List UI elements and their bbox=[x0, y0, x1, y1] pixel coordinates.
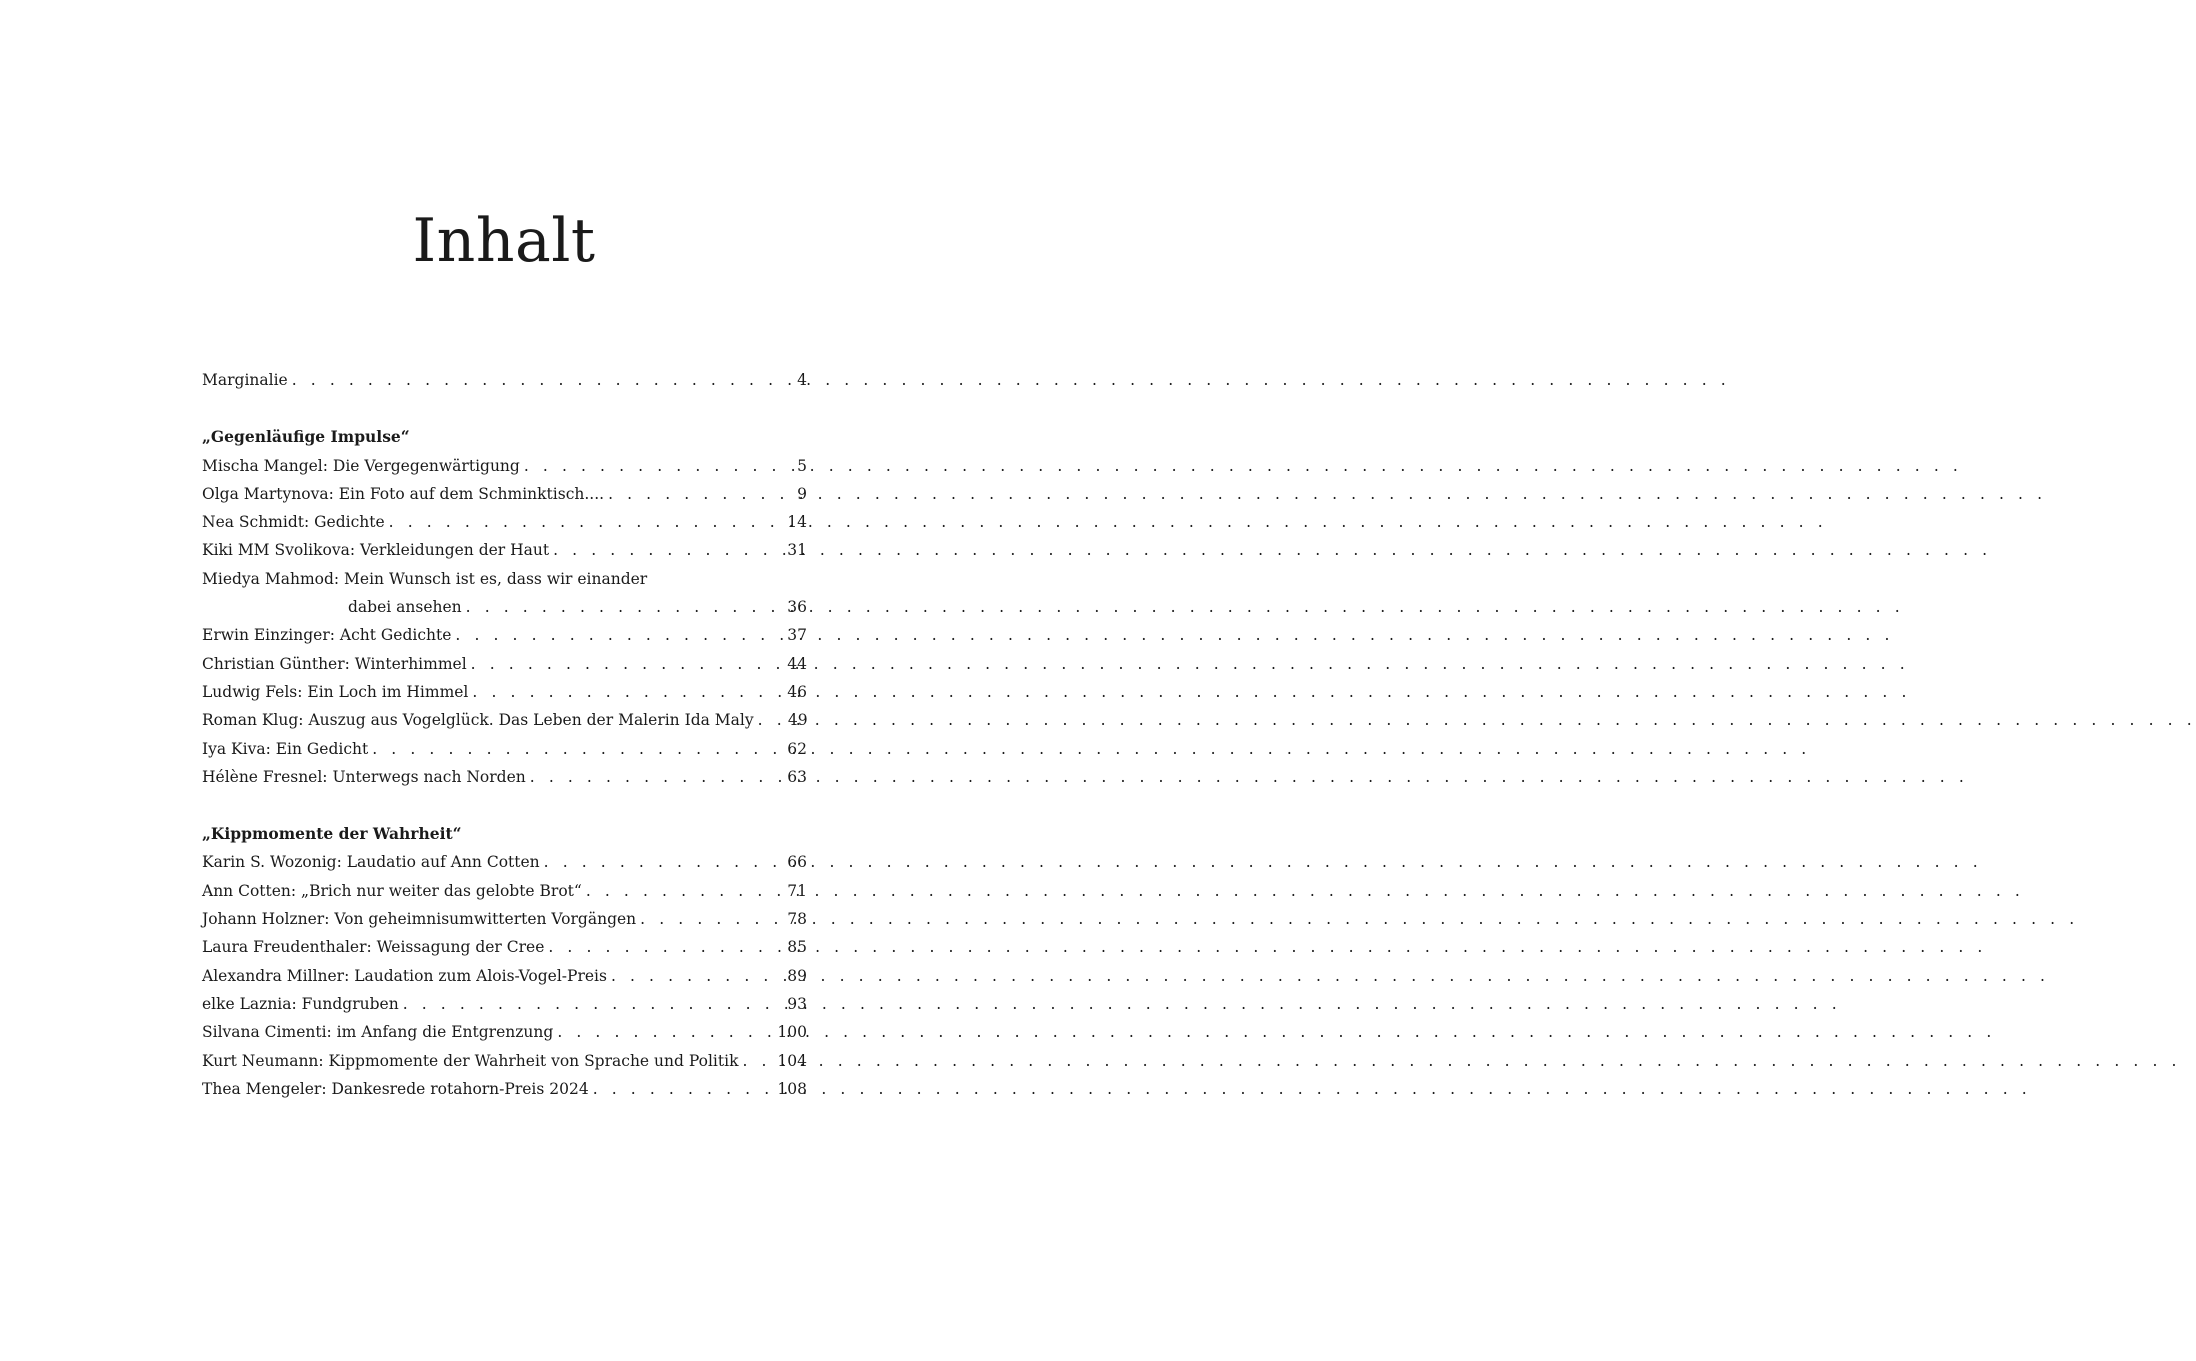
toc-entry[interactable] bbox=[202, 1047, 807, 1075]
dot-leader bbox=[553, 1018, 771, 1046]
dot-leader bbox=[288, 366, 771, 394]
dot-leader bbox=[520, 452, 771, 480]
toc-entry[interactable] bbox=[202, 536, 807, 564]
dot-leader bbox=[526, 763, 771, 791]
toc-entry-page: 89 bbox=[787, 966, 807, 985]
toc-entry-title: Miedya Mahmod: Mein Wunsch ist es, dass wir einander bbox=[202, 569, 648, 588]
toc-entry[interactable] bbox=[202, 962, 807, 990]
dot-leader bbox=[636, 905, 771, 933]
toc-entry[interactable] bbox=[202, 452, 807, 480]
toc-entry-title: elke Laznia: Fundgruben bbox=[202, 994, 399, 1013]
toc-entry[interactable] bbox=[202, 678, 807, 706]
toc-entry-title: Roman Klug: Auszug aus Vogelglück. Das Leben der Malerin Ida Maly bbox=[202, 711, 754, 730]
section-heading: „Kippmomente der Wahrheit“ bbox=[202, 824, 462, 844]
toc-entry-title: Kurt Neumann: Kippmomente der Wahrheit von Sprache und Politik bbox=[202, 1051, 739, 1070]
toc-entry-page: 44 bbox=[787, 654, 807, 673]
toc-entry-title: Karin S. Wozonig: Laudatio auf Ann Cotten bbox=[202, 853, 540, 872]
toc-entry-title: Erwin Einzinger: Acht Gedichte bbox=[202, 626, 452, 645]
toc-entry-page: 14 bbox=[787, 513, 807, 532]
toc-entry[interactable] bbox=[202, 621, 807, 649]
dot-leader bbox=[467, 650, 771, 678]
toc-entry-title: Johann Holzner: Von geheimnisumwitterten Vorgängen bbox=[202, 910, 637, 929]
toc-entry-title: Thea Mengeler: Dankesrede rotahorn-Preis 2024 bbox=[202, 1079, 589, 1098]
toc-entry[interactable] bbox=[202, 508, 807, 536]
toc-entry-continuation[interactable] bbox=[202, 593, 807, 621]
toc-entry[interactable] bbox=[202, 990, 807, 1018]
toc-entry-page: 62 bbox=[787, 739, 807, 758]
dot-leader bbox=[582, 877, 771, 905]
toc-entry-title: Laura Freudenthaler: Weissagung der Cree bbox=[202, 938, 545, 957]
dot-leader bbox=[385, 508, 771, 536]
toc-entry[interactable] bbox=[202, 1075, 807, 1103]
toc-entry-page: 46 bbox=[787, 682, 807, 701]
toc-entry-title: Iya Kiva: Ein Gedicht bbox=[202, 739, 369, 758]
dot-leader bbox=[738, 1047, 771, 1075]
toc-entry-title: Silvana Cimenti: im Anfang die Entgrenzung bbox=[202, 1023, 554, 1042]
toc-entry-title: Mischa Mangel: Die Vergegenwärtigung bbox=[202, 456, 520, 475]
toc-entry-title: Christian Günther: Winterhimmel bbox=[202, 654, 467, 673]
toc-entry-page: 85 bbox=[787, 938, 807, 957]
toc-entry-page: 100 bbox=[777, 1023, 807, 1042]
toc-entry-title: Nea Schmidt: Gedichte bbox=[202, 513, 385, 532]
toc-entry[interactable] bbox=[202, 480, 807, 508]
toc-entry-page: 71 bbox=[787, 881, 807, 900]
toc-entry-page: 108 bbox=[777, 1079, 807, 1098]
dot-leader bbox=[589, 1075, 771, 1103]
toc-entry-title: Ann Cotten: „Brich nur weiter das gelobte Brot“ bbox=[202, 881, 582, 900]
toc-entry[interactable] bbox=[202, 565, 807, 593]
toc-entry-page: 104 bbox=[777, 1051, 807, 1070]
toc-entry-title: Olga Martynova: Ein Foto auf dem Schminktisch.... bbox=[202, 484, 605, 503]
toc-entry-title: Ludwig Fels: Ein Loch im Himmel bbox=[202, 682, 469, 701]
dot-leader bbox=[549, 536, 771, 564]
dot-leader bbox=[604, 480, 771, 508]
toc-entry[interactable] bbox=[202, 933, 807, 961]
toc-entry-page: 93 bbox=[787, 994, 807, 1013]
section-gap bbox=[202, 791, 807, 820]
toc-entry-title-continuation: dabei ansehen bbox=[348, 598, 462, 617]
toc-entry-page: 37 bbox=[787, 626, 807, 645]
toc-entry[interactable] bbox=[202, 848, 807, 876]
toc-entry-page: 63 bbox=[787, 767, 807, 786]
toc-entry-page: 5 bbox=[797, 456, 807, 475]
toc-entry-title: Kiki MM Svolikova: Verkleidungen der Haut bbox=[202, 541, 550, 560]
dot-leader bbox=[462, 593, 771, 621]
toc-entry-page: 9 bbox=[797, 484, 807, 503]
dot-leader bbox=[544, 933, 771, 961]
section-heading: „Gegenläufige Impulse“ bbox=[202, 427, 410, 447]
toc-entry[interactable] bbox=[202, 877, 807, 905]
toc-entry-title: Hélène Fresnel: Unterwegs nach Norden bbox=[202, 767, 526, 786]
dot-leader bbox=[368, 735, 771, 763]
toc-entry-page: 4 bbox=[797, 371, 807, 389]
toc-entry-page: 49 bbox=[787, 711, 808, 730]
toc-entry-page: 36 bbox=[787, 598, 807, 617]
toc-entry-title: Alexandra Millner: Laudation zum Alois-Vogel-Preis bbox=[202, 966, 607, 985]
toc-entry-title: Marginalie bbox=[202, 371, 288, 389]
table-of-contents bbox=[202, 366, 807, 1103]
toc-entry[interactable] bbox=[202, 735, 807, 763]
toc-entry[interactable] bbox=[202, 905, 807, 933]
toc-entry-page: 78 bbox=[787, 910, 807, 929]
section-gap bbox=[202, 394, 807, 423]
toc-entry[interactable] bbox=[202, 1018, 807, 1046]
toc-entry[interactable] bbox=[202, 706, 807, 734]
toc-entry[interactable] bbox=[202, 366, 807, 394]
dot-leader bbox=[399, 990, 771, 1018]
toc-entry[interactable] bbox=[202, 650, 807, 678]
toc-entry-page: 66 bbox=[787, 853, 807, 872]
dot-leader bbox=[468, 678, 771, 706]
dot-leader bbox=[607, 962, 771, 990]
page-title: Inhalt bbox=[412, 206, 596, 276]
dot-leader bbox=[540, 848, 771, 876]
dot-leader bbox=[451, 621, 771, 649]
toc-entry[interactable] bbox=[202, 763, 807, 791]
dot-leader bbox=[754, 706, 772, 734]
toc-entry-page: 31 bbox=[787, 541, 807, 560]
